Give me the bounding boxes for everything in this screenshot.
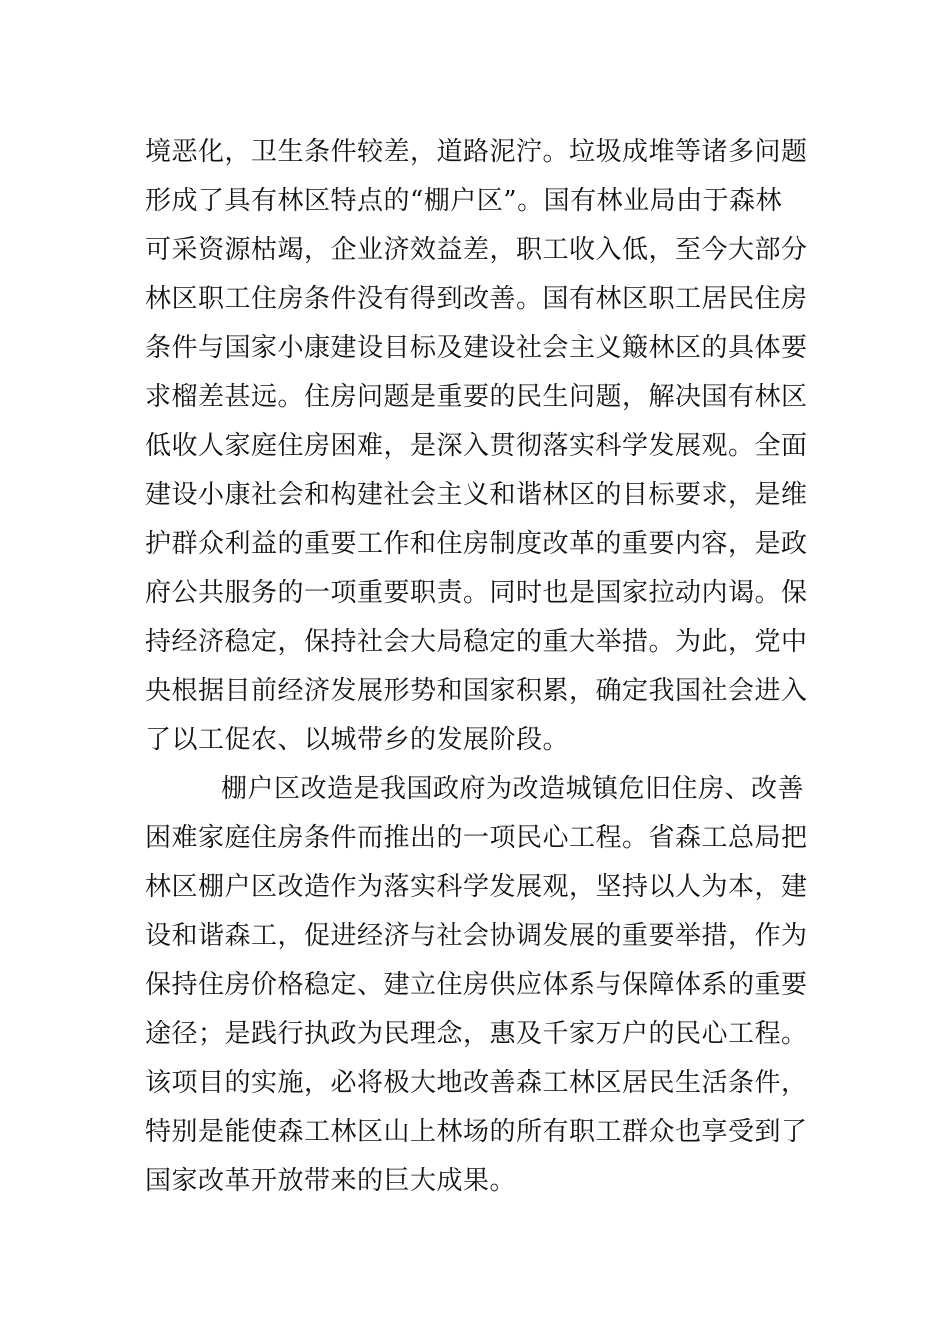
text-line: 持经济稳定，保持社会大局稳定的重大举措。为此，党中 [145, 627, 808, 657]
text-line: 该项目的实施，必将极大地改善森工林区居民生活条件， [145, 1068, 808, 1098]
paragraph-2 [145, 765, 810, 1206]
text-line: 棚户区改造是我国政府为改造城镇危旧住房、改善 [221, 774, 805, 804]
text-line: 低收人家庭住房困难，是深入贯彻落实科学发展观。全面 [145, 431, 808, 461]
text-line: 求榴差甚远。住房问题是重要的民生问题，解决国有林区 [145, 382, 808, 412]
text-line: 特别是能使森工林区山上林场的所有职工群众也享受到了 [145, 1117, 808, 1147]
body-text [145, 128, 810, 1206]
text-line: 了以工促农、以城带乡的发展阶段。 [145, 725, 570, 755]
text-line: 形成了具有林区特点的“棚户区”。国有林业局由于森林 [145, 186, 783, 216]
text-line: 途径；是践行执政为民理念，惠及千家万户的民心工程。 [145, 1019, 808, 1049]
text-line: 护群众利益的重要工作和住房制度改革的重要内容，是政 [145, 529, 808, 559]
text-line: 条件与国家小康建设目标及建设社会主义簸林区的具体要 [145, 333, 808, 363]
text-line: 保持住房价格稳定、建立住房供应体系与保障体系的重要 [145, 970, 808, 1000]
text-line: 建设小康社会和构建社会主义和谐林区的目标要求，是维 [145, 480, 808, 510]
text-line: 林区棚户区改造作为落实科学发展观，坚持以人为本，建 [145, 872, 808, 902]
text-line: 府公共服务的一项重要职责。同时也是国家拉动内谒。保 [145, 578, 808, 608]
text-line: 境恶化，卫生条件较差，道路泥泞。垃圾成堆等诸多问题 [145, 137, 808, 167]
text-line: 林区职工住房条件没有得到改善。国有林区职工居民住房 [145, 284, 808, 314]
text-line: 国家改革开放带来的巨大成果。 [145, 1166, 517, 1196]
paragraph-1 [145, 128, 810, 765]
text-line: 设和谐森工，促进经济与社会协调发展的重要举措，作为 [145, 921, 808, 951]
text-line: 困难家庭住房条件而推出的一项民心工程。省森工总局把 [145, 823, 808, 853]
text-line: 可采资源枯竭，企业济效益差，职工收入低，至今大部分 [145, 235, 808, 265]
text-line: 央根据目前经济发展形势和国家积累，确定我国社会进入 [145, 676, 808, 706]
